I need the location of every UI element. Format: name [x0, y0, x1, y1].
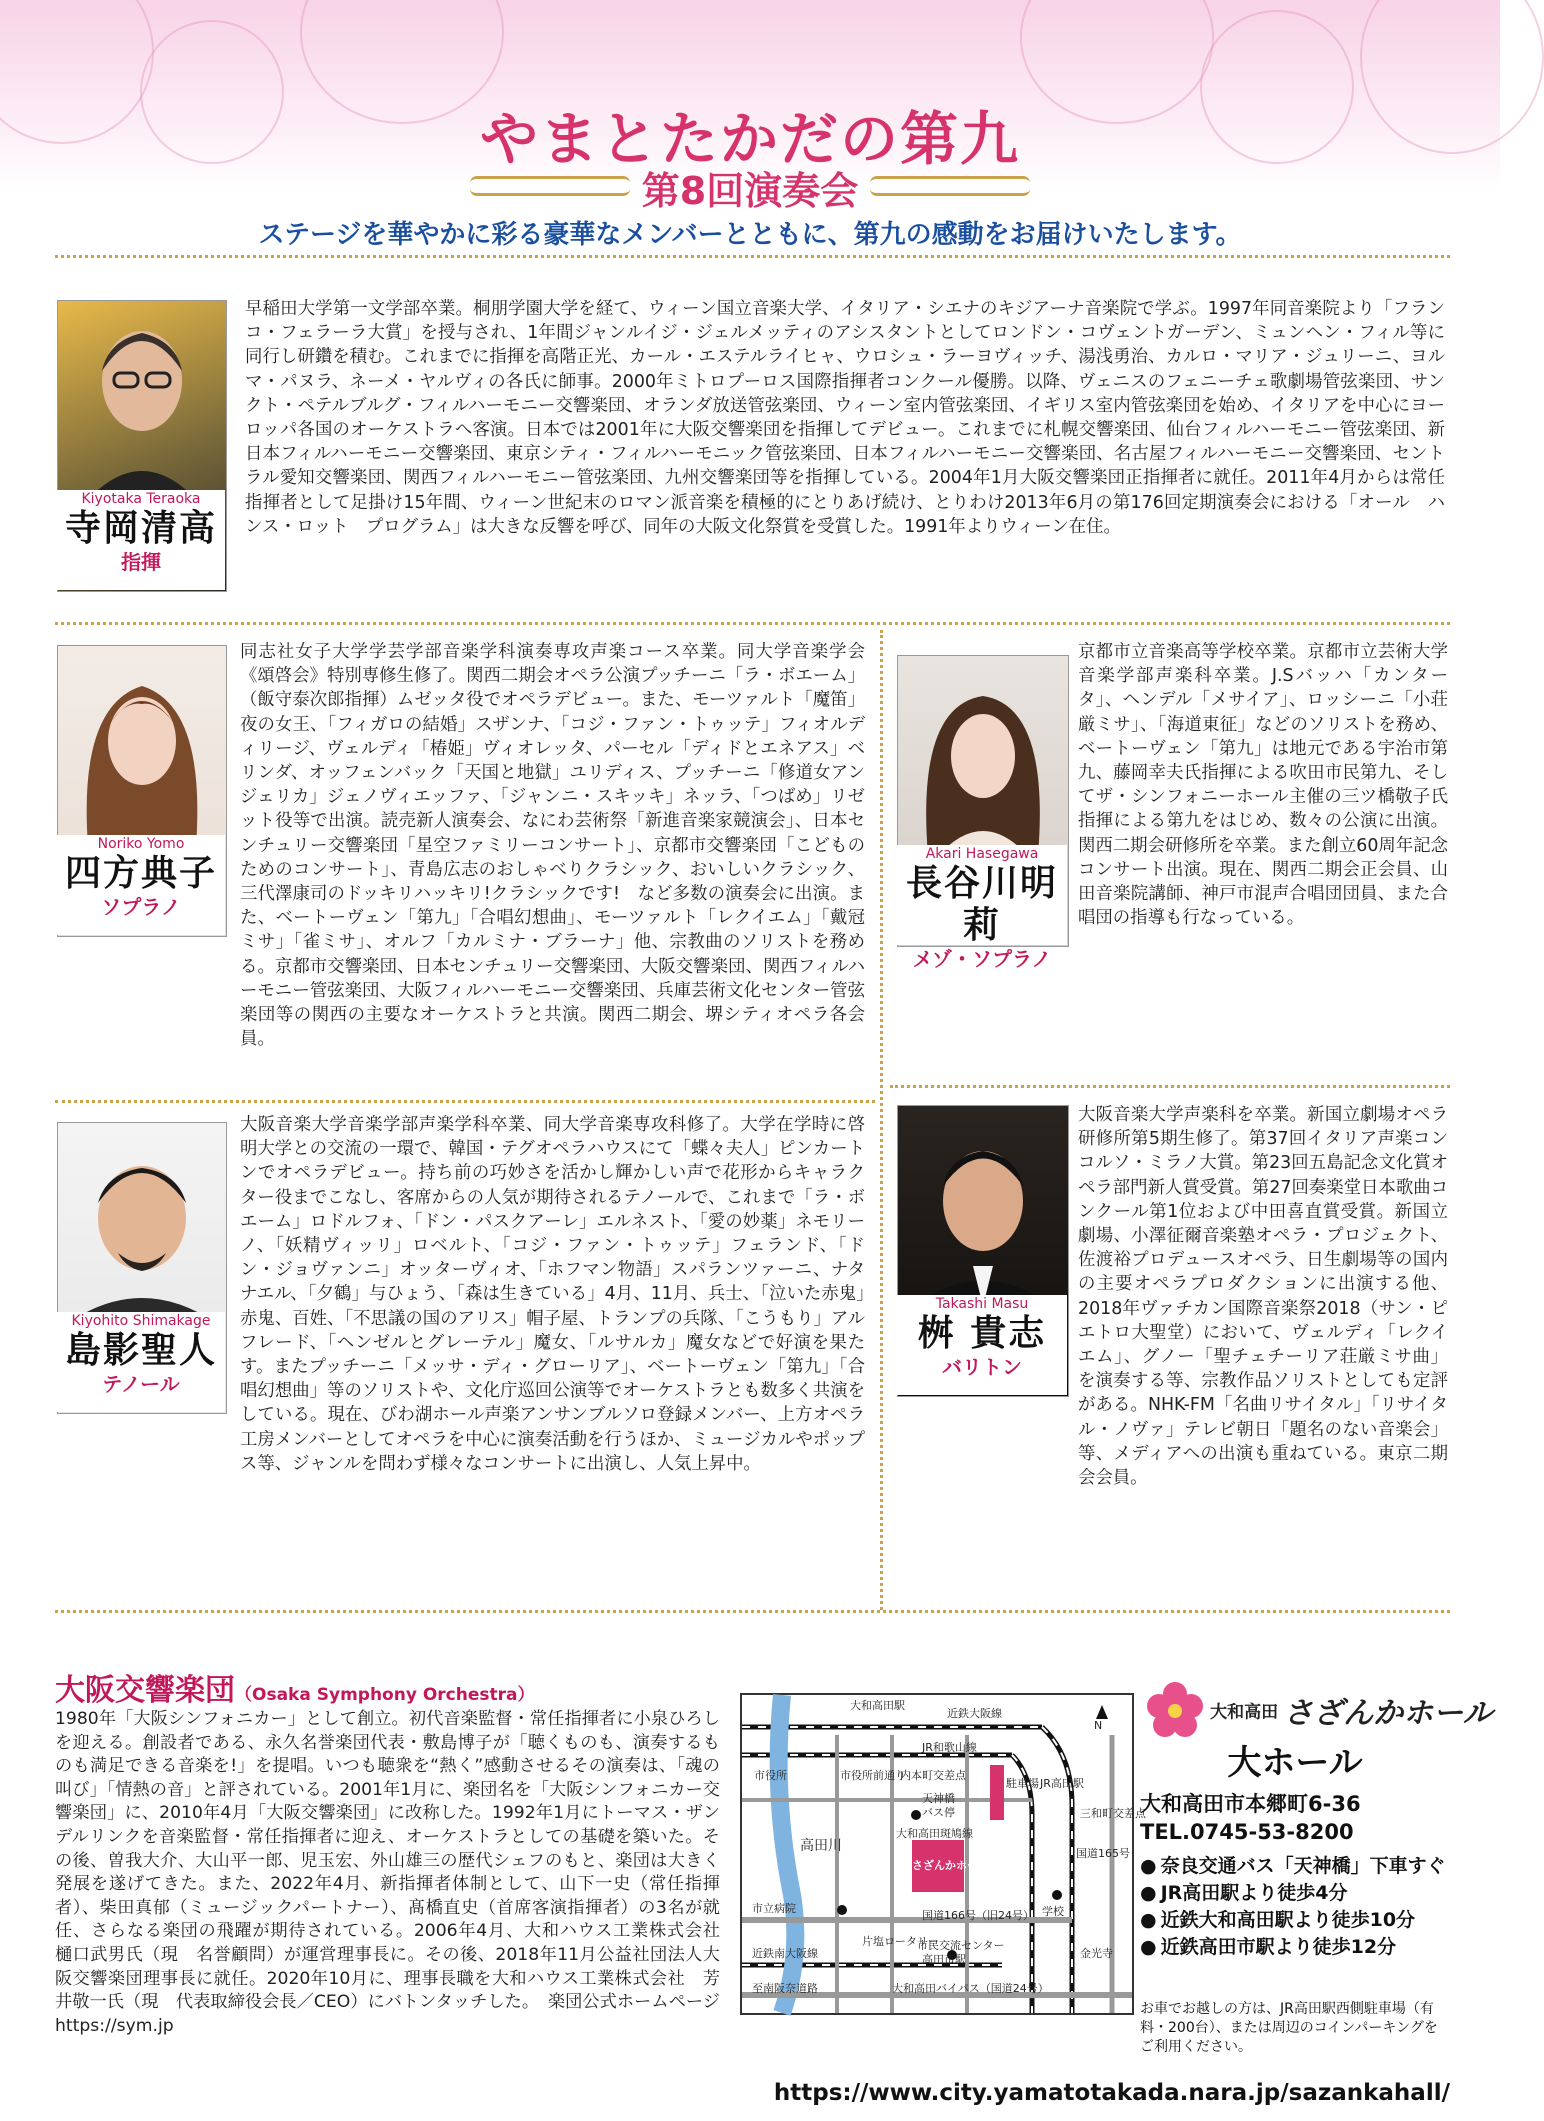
address-text: 大和高田市本郷町6-36	[1140, 1792, 1361, 1816]
map-label: 国道165号	[1076, 1847, 1130, 1860]
hall-logo	[1145, 1680, 1493, 1740]
performer-role: ソプラノ	[101, 895, 181, 919]
performer-name: 桝 貴志	[917, 1313, 1047, 1354]
conductor-bio: 早稲田大学第一文学部卒業。桐朋学園大学を経て、ウィーン国立音楽大学、イタリア・シエナのキジアーナ音楽院で学ぶ。1997年同音楽院より「フランコ・フェラーラ大賞」を授与され、1年間ジャンルイジ・ジェルメッティのアシスタントとしてロンドン・コヴェントガーデン、ミュンヘン・フィル等に同行し研鑽を積む。これまでに指揮を高階正光、カール・エステルライヒャ、ウロシュ・ラーヨヴィッチ、湯浅勇治、カルロ・マリア・ジュリーニ、ヨルマ・パヌラ、ネーメ・ヤルヴィの各氏に師事。2000年ミトロプーロス国際指揮者コンクール優勝。以降、ヴェニスのフェニーチェ歌劇場管弦楽団、サンクト・ペテルブルグ・フィルハーモニー交響楽団、オランダ放送管弦楽団、ウィーン室内管弦楽団、イギリス室内管弦楽団を始め、イタリアを中心にヨーロッパ各国のオーケストラへ客演。日本では2001年に大阪交響楽団を指揮してデビュー。これまでに札幌交響楽団、仙台フィルハーモニー管弦楽団、新日本フィルハーモニー交響楽団、東京シティ・フィルハーモニック管弦楽団、日本フィルハーモニー交響楽団、名古屋フィルハーモニー交響楽団、セントラル愛知交響楽団、関西フィルハーモニー管弦楽団、九州交響楽団等を指揮している。2004年1月大阪交響楽団正指揮者に就任。2011年4月からは常任指揮者として足掛け15年間、ウィーン世紀末のロマン派音楽を積極的にとりあげ続け、とりわけ2013年6月の第176回定期演奏会における「オール ハンス・ロット プログラム」は大きな反響を呼び、同年の大阪文化祭賞を受賞した。1991年よりウィーン在住。	[245, 299, 1445, 537]
performer-romaji: Kiyotaka Teraoka	[81, 491, 201, 507]
map-label: 市役所前通り	[840, 1769, 906, 1782]
phone-number: TEL.0745-53-8200	[1140, 1820, 1354, 1844]
divider	[55, 622, 1450, 625]
map-label: 三和町交差点	[1080, 1807, 1146, 1820]
divider	[55, 255, 1450, 258]
vertical-divider	[880, 630, 883, 1610]
orchestra-bio: 1980年「大阪シンフォニカー」として創立。初代音楽監督・常任指揮者に小泉ひろしを迎える。創設者である、永久名誉楽団代表・敷島博子が「聴くものも、演奏するものも満足できる音楽を!」を提唱。いつも聴衆を“熱く”感動させるその演奏は、「魂の叫び」「情熱の音」と評されている。2001年1月に、楽団名を「大阪シンフォニカー交響楽団」に、2010年4月「大阪交響楽団」に改称した。1992年1月にトーマス・ザンデルリンクを音楽監督・常任指揮者に迎え、オーケストラとしての基礎を築いた。その後、曽我大介、大山平一郎、児玉宏、外山雄三の歴代シェフのもと、楽団は大きく発展を遂げてきた。また、2022年4月、新指揮者体制として、山下一史（常任指揮者）、柴田真郁（ミュージックパートナー）、髙橋直史（首席客演指揮者）の3名が就任、さらなる楽団の飛躍が期待されている。2006年4月、大和ハウス工業株式会社 樋口武男氏（現 名誉顧問）が運営理事長に。その後、2018年11月公益社団法人大阪交響楽団理事長に就任。2020年10月に、理事長職を大和ハウス工業株式会社 芳井敬一氏（現 代表取締役会長／CEO）にバトンタッチした。 楽団公式ホームページ https://sym.jp	[55, 1709, 738, 2036]
map-label: 至南阪奈道路	[752, 1982, 818, 1995]
map-label: 大和高田駅	[850, 1699, 905, 1712]
map-label: 片塩ロータリー	[862, 1935, 939, 1948]
map-label: JR高田駅	[1040, 1777, 1084, 1790]
map-label: N	[1094, 1719, 1103, 1732]
access-map	[740, 1693, 1146, 2015]
mezzo-bio: 京都市立音楽高等学校卒業。京都市立芸術大学音楽学部声楽科卒業。J.Sバッハ「カンタータ」、ヘンデル「メサイア」、ロッシーニ「小荘厳ミサ」、「海道東征」などのソリストを務め、ベートーヴェン「第九」は地元である宇治市第九、藤岡幸夫氏指揮による吹田市民第九、そしてザ・シンフォニーホール主催の三ツ橋敬子氏指揮による第九をはじめ、数々の公演に出演。関西二期会研修所を卒業。また創立60周年記念コンサート出演。現在、関西二期会正会員、山田音楽院講師、神戸市混声合唱団団員、また合唱団の指導も行なっている。	[1078, 642, 1448, 929]
access-item: ● 近鉄高田市駅より徒歩12分	[1140, 1934, 1446, 1961]
performer-romaji: Noriko Yomo	[97, 836, 185, 852]
performer-name: 島影聖人	[64, 1330, 217, 1371]
map-label: 近鉄大阪線	[947, 1707, 1002, 1720]
tenor-portrait-icon	[58, 1123, 226, 1323]
orchestra-name: 大阪交響楽団	[55, 1673, 235, 1708]
performer-name: 長谷川明莉	[905, 863, 1058, 946]
divider	[55, 1610, 1450, 1613]
parking-note: お車でお越しの方は、JR高田駅西側駐車場（有料・200台）、または周辺のコインパーキングをご利用ください。	[1140, 2001, 1438, 2055]
orchestra-title	[55, 1665, 534, 1709]
performer-romaji: Kiyohito Shimakage	[71, 1313, 211, 1329]
mezzo-portrait-icon	[898, 656, 1068, 856]
map-label: 高田川	[800, 1838, 842, 1854]
map-label: 駐車場	[1006, 1777, 1039, 1790]
mezzo-nameplate	[897, 845, 1067, 971]
map-label: バス停	[922, 1806, 955, 1819]
baritone-portrait-icon	[898, 1106, 1068, 1306]
venue-url-link[interactable]: https://www.city.yamatotakada.nara.jp/sazankahall/	[773, 2080, 1450, 2106]
performer-name: 寺岡清高	[64, 508, 217, 549]
performer-role: バリトン	[942, 1355, 1022, 1379]
performer-romaji: Akari Hasegawa	[925, 846, 1039, 862]
tagline: ステージを華やかに彩る豪華なメンバーとともに、第九の感動をお届けいたします。	[258, 220, 1242, 250]
performer-romaji: Takashi Masu	[935, 1296, 1029, 1312]
conductor-portrait-icon	[58, 301, 226, 511]
page-title: やまとたかだの第九	[479, 105, 1020, 173]
access-item: ● JR高田駅より徒歩4分	[1140, 1880, 1446, 1907]
orchestra-english-name: （Osaka Symphony Orchestra）	[235, 1685, 535, 1705]
map-label: 国道166号（旧24号）	[922, 1909, 1034, 1922]
map-label: 内本町交差点	[900, 1769, 966, 1782]
venue-address	[1140, 1790, 1361, 1846]
soprano-portrait-icon	[58, 646, 226, 846]
hall-logo-text: さざんかホール	[1283, 1696, 1493, 1731]
divider	[55, 1100, 875, 1103]
access-list	[1140, 1853, 1446, 1961]
performer-name: 四方典子	[64, 853, 217, 894]
page-subtitle: 第8回演奏会	[641, 169, 859, 213]
hall-name: 大ホール	[1227, 1743, 1363, 1783]
access-item: ● 近鉄大和高田駅より徒歩10分	[1140, 1907, 1446, 1934]
map-label: さざんかホール	[912, 1859, 989, 1872]
map-label: 学校	[1042, 1905, 1064, 1918]
map-label: 金光寺	[1080, 1947, 1113, 1960]
baritone-nameplate	[897, 1295, 1067, 1395]
soprano-bio: 同志社女子大学学芸学部音楽学科演奏専攻声楽コース卒業。同大学音楽学会《頌啓会》特別専修生修了。関西二期会オペラ公演プッチーニ「ラ・ボエーム」（飯守泰次郎指揮）ムゼッタ役でオペラデビュー。また、モーツァルト「魔笛」夜の女王、「フィガロの結婚」スザンナ、「コジ・ファン・トゥッテ」フィオルディリージ、ヴェルディ「椿姫」ヴィオレッタ、パーセル「ディドとエネアス」ベリンダ、オッフェンバック「天国と地獄」ユリディス、プッチーニ「修道女アンジェリカ」ジェノヴィエッファ、「ジャンニ・スキッキ」ネッラ、「つばめ」リゼット役等で出演。読売新人演奏会、なにわ芸術祭「新進音楽家競演会」、日本センチュリー交響楽団「星空ファミリーコンサート」、京都市交響楽団「こどものためのコンサート」、青島広志のおしゃべりクラシック、おいしいクラシック、三代澤康司のドッキリハッキリ!クラシックです! など多数の演奏会に出演。また、ベートーヴェン「第九」「合唱幻想曲」、モーツァルト「レクイエム」「戴冠ミサ」「雀ミサ」、オルフ「カルミナ・ブラーナ」他、宗教曲のソリストを務める。京都市交響楽団、日本センチュリー交響楽団、大阪交響楽団、関西フィルハーモニー管弦楽団、大阪フィルハーモニー交響楽団、兵庫芸術文化センター管弦楽団等の関西の主要なオーケストラと共演。関西二期会、堺シティオペラ各会員。	[240, 642, 865, 1050]
map-label: 大和高田バイパス（国道24号）	[892, 1982, 1049, 1995]
performer-role: 指揮	[121, 550, 161, 574]
city-label: 大和高田	[1210, 1702, 1279, 1723]
map-label: JR和歌山線	[922, 1741, 977, 1754]
conductor-nameplate	[57, 490, 225, 590]
map-label: 高田市駅	[922, 1953, 966, 1966]
map-label: 市立病院	[752, 1902, 796, 1915]
map-label: 大和高田斑鳩線	[896, 1827, 973, 1840]
sazanka-flower-icon	[1145, 1680, 1205, 1740]
performer-role: メゾ・ソプラノ	[912, 947, 1052, 971]
access-item: ● 奈良交通バス「天神橋」下車すぐ	[1140, 1853, 1446, 1880]
map-label: 近鉄南大阪線	[752, 1947, 818, 1960]
performer-role: テノール	[102, 1372, 180, 1396]
map-label: 市役所	[754, 1769, 787, 1782]
tenor-nameplate	[57, 1312, 225, 1412]
baritone-bio: 大阪音楽大学声楽科を卒業。新国立劇場オペラ研修所第5期生修了。第37回イタリア声楽コンコルソ・ミラノ大賞。第23回五島記念文化賞オペラ部門新人賞受賞。第27回奏楽堂日本歌曲コンクール第1位および中田喜直賞受賞。新国立劇場、小澤征爾音楽塾オペラ・プロジェクト、佐渡裕プロデュースオペラ、日生劇場等の国内の主要オペラプロダクションに出演する他、2018年ヴァチカン国際音楽祭2018（サン・ピエトロ大聖堂）において、ヴェルディ「レクイエム」、グノー「聖チェチーリア荘厳ミサ曲」を演奏する等、宗教作品ソリストとしても定評がある。NHK-FM「名曲リサイタル」「リサイタル・ノヴァ」テレビ朝日「題名のない音楽会」等、メディアへの出演も重ねている。東京二期会会員。	[1078, 1105, 1448, 1489]
map-label: 市民交流センター	[917, 1939, 1005, 1952]
divider	[890, 1085, 1450, 1088]
map-label: 天神橋	[922, 1792, 955, 1805]
tenor-bio: 大阪音楽大学音楽学部声楽学科卒業、同大学音楽専攻科修了。大学在学時に啓明大学との交流の一環で、韓国・テグオペラハウスにて「蝶々夫人」ピンカートンでオペラデビュー。持ち前の巧妙さを活かし輝かしい声で花形からキャラクター役までこなし、客席からの人気が期待されるテノールで、これまで「ラ・ボエーム」ロドルフォ、「ドン・パスクアーレ」エルネスト、「愛の妙薬」ネモリーノ、「妖精ヴィッリ」ロベルト、「コジ・ファン・トゥッテ」フェランド、「ドン・ジョヴァンニ」オッターヴィオ、「ホフマン物語」スパランツァーニ、ナタナエル、「夕鶴」与ひょう、「森は生きている」4月、11月、兵士、「泣いた赤鬼」赤鬼、百姓、「不思議の国のアリス」帽子屋、トランプの兵隊、「こうもり」アルフレード、「ヘンゼルとグレーテル」魔女、「ルサルカ」魔女などで好演を果たす。またプッチーニ「メッサ・ディ・グローリア」、ベートーヴェン「第九」「合唱幻想曲」等のソリストや、文化庁巡回公演等でオーケストラとも数多く共演をしている。現在、びわ湖ホール声楽アンサンブルソロ登録メンバー、上方オペラ工房メンバーとしてオペラを中心に演奏活動を行うほか、ミュージカルやポップス等、ジャンルを問わず様々なコンサートに出演し、人気上昇中。	[240, 1115, 865, 1474]
soprano-nameplate	[57, 835, 225, 935]
